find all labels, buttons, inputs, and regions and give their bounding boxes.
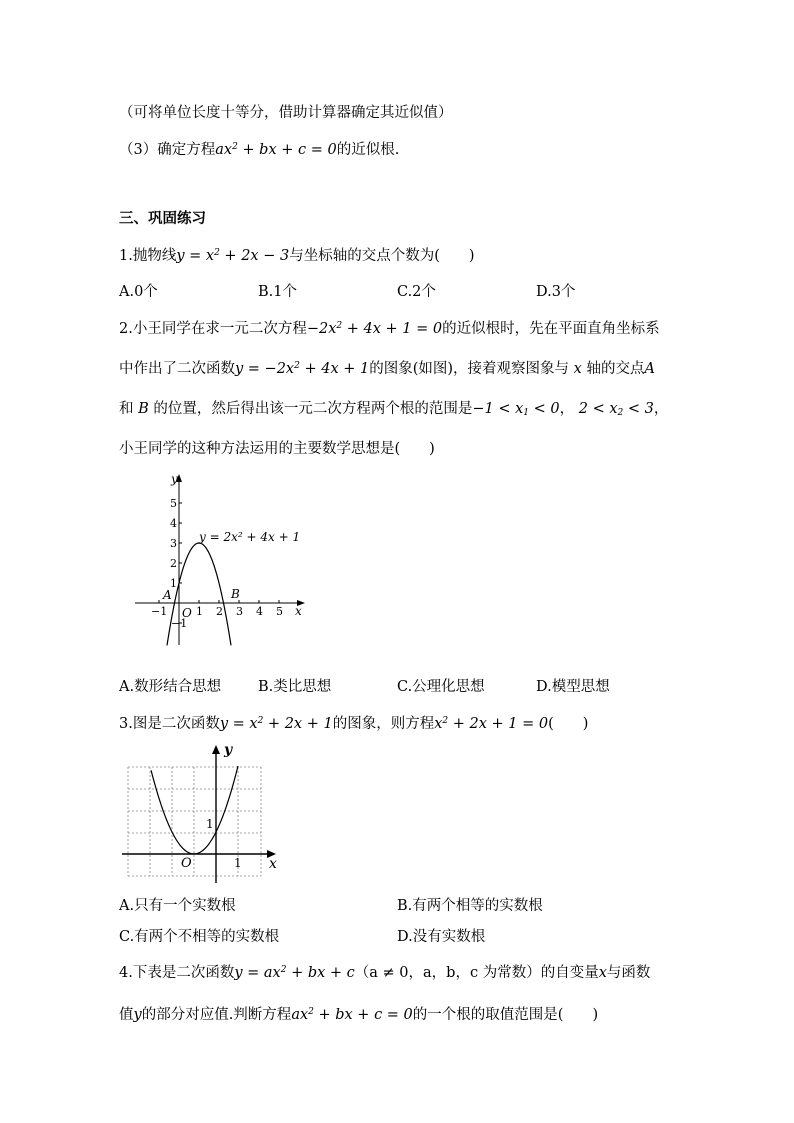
q2-point-a: A — [644, 361, 655, 377]
q4-line2-mid: 的部分对应值.判断方程 — [141, 1007, 292, 1023]
q1-option-d[interactable]: D.3个 — [536, 284, 576, 300]
q4-function: $y = ax^2$ + bx + c — [234, 965, 355, 981]
q2-label-b: B — [231, 587, 240, 601]
q3-parabola — [151, 766, 238, 854]
q3-option-b[interactable]: B.有两个相等的实数根 — [397, 898, 543, 914]
q2-option-c[interactable]: C.公理化思想 — [397, 679, 485, 695]
q2-ytick-4: 4 — [170, 517, 177, 530]
q2-xtick-4: 4 — [256, 605, 263, 618]
q3-graph — [118, 740, 288, 885]
q2-graph — [125, 470, 315, 655]
q3-prefix: 3.图是二次函数 — [119, 716, 220, 732]
q1-stem — [119, 244, 475, 265]
q2-line2 — [119, 357, 655, 378]
q2-xtick-3: 3 — [236, 605, 243, 618]
q2-ytick-2: 2 — [170, 557, 177, 570]
q3-mid: 的图象，则方程 — [332, 716, 435, 732]
q3-stem — [119, 712, 588, 733]
q2-x-label: x — [295, 604, 302, 618]
q2-line3-mid: 的位置，然后得出该一元二次方程两个根的范围是 — [153, 401, 473, 417]
q2-xtick-1: 1 — [196, 605, 203, 618]
q2-line4: 小王同学的这种方法运用的主要数学思想是( ) — [119, 441, 435, 457]
step3-suffix: 的近似根. — [336, 142, 400, 158]
q4-prefix: 4.下表是二次函数 — [119, 965, 235, 981]
q3-option-c[interactable]: C.有两个不相等的实数根 — [119, 929, 280, 945]
q3-option-d[interactable]: D.没有实数根 — [397, 929, 486, 945]
q4-equation: $ax^2$ + bx + c = 0 — [291, 1007, 413, 1023]
step3-equation: $ax^2$ + bx + c = 0 — [215, 142, 337, 158]
q2-line1-prefix: 2.小王同学在求一元二次方程 — [119, 321, 307, 337]
hint-text: （可将单位长度十等分，借助计算器确定其近似值） — [119, 105, 453, 121]
q2-equation1: $-2x^2 + 4x + 1 = 0$ — [306, 321, 443, 337]
q4-cond: （a ≠ 0，a，b，c 为常数）的自变量 — [354, 965, 599, 981]
q1-prefix: 1.抛物线 — [119, 248, 177, 264]
q1-option-a[interactable]: A.0个 — [119, 284, 158, 300]
q3-x-label: x — [269, 856, 277, 872]
q2-origin-label: O — [182, 606, 192, 620]
q2-ytick-3: 3 — [170, 537, 177, 550]
q2-line1 — [119, 317, 660, 338]
q2-function: $y = -2x^2 + 4x + 1$ — [235, 361, 370, 377]
q2-range2: $2 < x_2 < 3$ — [578, 401, 654, 418]
q1-option-b[interactable]: B.1个 — [258, 284, 297, 300]
q3-unit-y: 1 — [206, 817, 214, 831]
q3-unit-x: 1 — [234, 856, 242, 870]
q4-line2-prefix: 值 — [119, 1007, 134, 1023]
q4-line1 — [119, 961, 650, 982]
q3-y-arrow — [212, 745, 220, 754]
q4-suffix: 与函数 — [606, 965, 651, 981]
q3-origin-label: O — [181, 856, 192, 871]
step3-text — [119, 138, 399, 159]
q2-line2-suffix: 轴的交点 — [586, 361, 645, 377]
q3-function: $y = x^2 + 2x + 1$ — [219, 716, 333, 732]
q4-line2-suffix: 的一个根的取值范围是( ) — [412, 1007, 599, 1023]
q2-curve-label: y = 2x² + 4x + 1 — [199, 530, 301, 544]
q1-option-c[interactable]: C.2个 — [397, 284, 436, 300]
q2-x-var: x — [573, 361, 582, 377]
q4-x-var: x — [598, 965, 607, 981]
q3-equation: $x^2 + 2x + 1 = 0$ — [434, 716, 549, 732]
q1-suffix: 与坐标轴的交点个数为( ) — [289, 248, 475, 264]
q3-suffix: ( ) — [548, 716, 589, 732]
q2-option-d[interactable]: D.模型思想 — [536, 679, 610, 695]
q2-line2-prefix: 中作出了二次函数 — [119, 361, 235, 377]
section-title: 三、巩固练习 — [119, 210, 206, 227]
q4-line2 — [119, 1003, 598, 1024]
q2-ranges: $-1 < x_1 < 0$ — [472, 401, 560, 418]
q2-ytick-5: 5 — [170, 497, 177, 510]
q2-option-a[interactable]: A.数形结合思想 — [119, 679, 222, 695]
q2-line1-suffix: 的近似根时，先在平面直角坐标系 — [442, 321, 660, 337]
q2-line3-prefix: 和 — [119, 401, 134, 417]
q4-y-var: y — [133, 1007, 142, 1023]
q2-line2-mid: 的图象(如图)，接着观察图象与 — [369, 361, 570, 377]
step3-prefix: （3）确定方程 — [119, 142, 216, 158]
q3-y-label: y — [224, 742, 233, 758]
q3-option-a[interactable]: A.只有一个实数根 — [119, 898, 236, 914]
q2-xtick-5: 5 — [276, 605, 283, 618]
q2-xtick-neg1: −1 — [151, 605, 168, 618]
q1-equation: $y = x^2 + 2x - 3$ — [176, 248, 290, 264]
q2-point-b: B — [138, 401, 149, 417]
q2-line3: 和 B 的位置，然后得出该一元二次方程两个根的范围是$-1 < x_1 < 0$， $2 < x_2 < 3$， — [119, 401, 669, 418]
q2-xtick-2: 2 — [216, 605, 223, 618]
q2-ytick-neg1: −1 — [171, 617, 188, 630]
q2-ytick-1: 1 — [170, 577, 177, 590]
q2-y-label: y — [171, 472, 178, 486]
q2-option-b[interactable]: B.类比思想 — [258, 679, 332, 695]
q2-label-a: A — [163, 588, 172, 602]
